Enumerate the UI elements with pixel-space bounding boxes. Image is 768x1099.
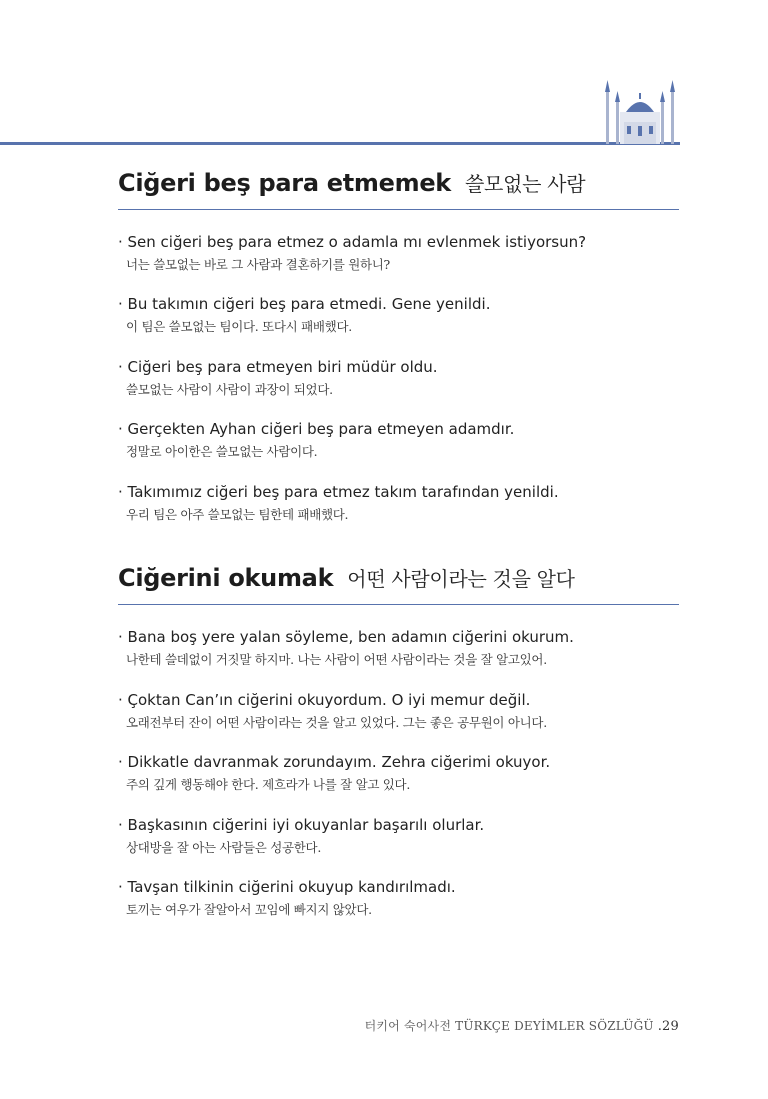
example-item (118, 420, 678, 460)
example-ko: 너는 쓸모없는 바로 그 사람과 결혼하기를 원하니? (126, 257, 390, 272)
example-ko: 토끼는 여우가 잘알아서 꼬임에 빠지지 않았다. (126, 902, 372, 917)
footer-text: 터키어 숙어사전 TÜRKÇE DEYİMLER SÖZLÜĞÜ (364, 1019, 654, 1033)
mosque-icon (600, 78, 680, 144)
section-title (118, 168, 679, 197)
section-title (118, 563, 679, 592)
example-item (118, 878, 678, 918)
example-tr: · Başkasının ciğerini iyi okuyanlar başarılı olurlar. (118, 816, 485, 834)
title-tr: Ciğeri beş para etmemek (118, 169, 451, 197)
example-tr: · Tavşan tilkinin ciğerini okuyup kandırılmadı. (118, 878, 456, 896)
example-tr: · Dikkatle davranmak zorundayım. Zehra ciğerimi okuyor. (118, 753, 551, 771)
example-tr: · Sen ciğeri beş para etmez o adamla mı evlenmek istiyorsun? (118, 233, 587, 251)
example-ko: 오래전부터 잔이 어떤 사람이라는 것을 알고 있었다. 그는 좋은 공무원이 아니다. (126, 715, 547, 730)
example-item (118, 233, 678, 273)
example-item (118, 691, 678, 731)
example-item (118, 358, 678, 398)
section-2 (118, 563, 679, 605)
example-ko: 주의 깊게 행동해야 한다. 제흐라가 나를 잘 알고 있다. (126, 777, 411, 792)
title-ko: 어떤 사람이라는 것을 알다 (347, 567, 575, 591)
example-tr: · Gerçekten Ayhan ciğeri beş para etmeyen adamdır. (118, 420, 515, 438)
example-item (118, 483, 678, 523)
example-ko: 이 팀은 쓸모없는 팀이다. 또다시 패배했다. (126, 319, 352, 334)
example-tr: · Bu takımın ciğeri beş para etmedi. Gene yenildi. (118, 295, 491, 313)
page-number: .29 (657, 1019, 679, 1034)
section-rule (118, 209, 679, 210)
page-footer (365, 1017, 679, 1034)
example-item (118, 816, 678, 856)
title-tr: Ciğerini okumak (118, 564, 334, 592)
example-ko: 우리 팀은 아주 쓸모없는 팀한테 패배했다. (126, 507, 349, 522)
example-ko: 쓸모없는 사람이 사람이 과장이 되었다. (126, 382, 333, 397)
header-rule (0, 142, 680, 145)
example-tr: · Takımımız ciğeri beş para etmez takım tarafından yenildi. (118, 483, 559, 501)
example-item (118, 295, 678, 335)
example-tr: · Çoktan Can’ın ciğerini okuyordum. O iyi memur değil. (118, 691, 531, 709)
example-item (118, 628, 678, 668)
section-1 (118, 168, 679, 210)
example-ko: 나한테 쓸데없이 거짓말 하지마. 나는 사람이 어떤 사람이라는 것을 잘 알고있어. (126, 652, 547, 667)
example-tr: · Ciğeri beş para etmeyen biri müdür oldu. (118, 358, 438, 376)
section-rule (118, 604, 679, 605)
title-ko: 쓸모없는 사람 (465, 172, 586, 196)
example-item (118, 753, 678, 793)
example-tr: · Bana boş yere yalan söyleme, ben adamın ciğerini okurum. (118, 628, 574, 646)
example-ko: 정말로 아이한은 쓸모없는 사람이다. (126, 444, 318, 459)
example-ko: 상대방을 잘 아는 사람들은 성공한다. (126, 840, 321, 855)
